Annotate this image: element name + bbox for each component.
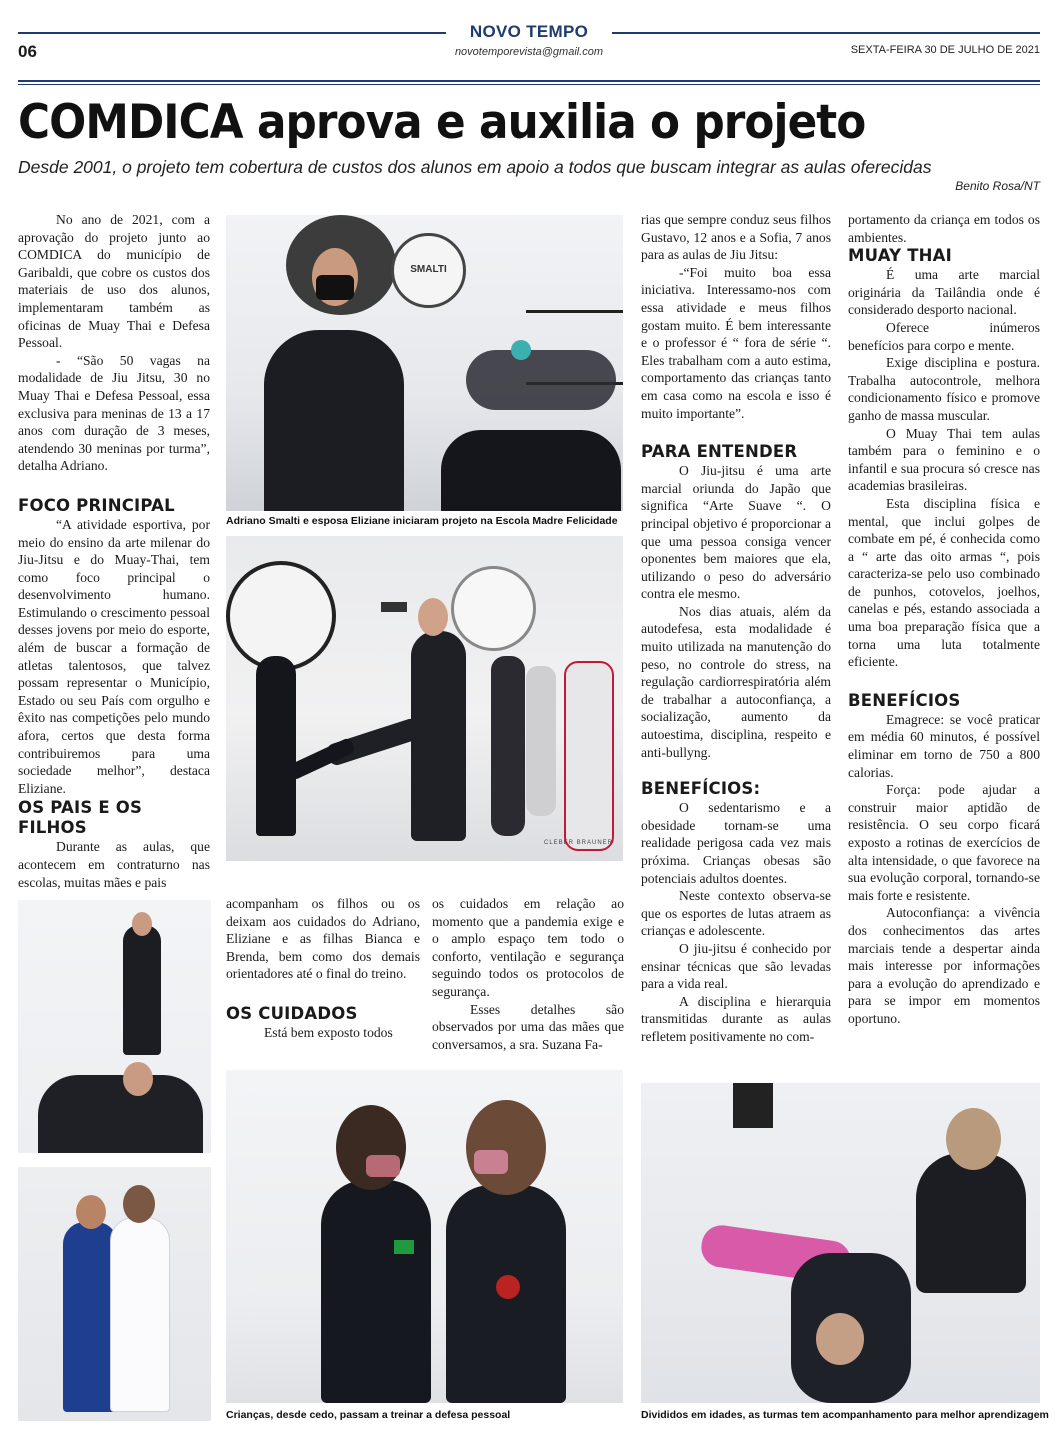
paragraph: Esta disciplina física e mental, que inclui golpes de combate em pé, é conhecida como a “ arte das oito armas “, pois caracteriza-se pelo uso combinado de punhos, cotovelos, joelhos, canelas e pés, estando associada a uma boa preparação física que a torna uma luta totalmente eficiente. [848,495,1040,670]
section-heading-beneficios: BENEFÍCIOS: [641,779,761,799]
section-heading-beneficios-muay: BENEFÍCIOS [848,690,961,710]
wall-logo-text: SMALTI [410,264,447,275]
caption-kids-floor: Divididos em idades, as turmas tem acompanhamento para melhor aprendizagem [641,1409,1049,1421]
instructor-mask [316,275,354,300]
paragraph: - “São 50 vagas na modalidade de Jiu Jitsu, 30 no Muay Thai e Defesa Pessoal, essa exclusiva para meninas de 13 a 17 anos com duração de 3 meses, atendendo 30 meninas por turma”, detalha Adriano. [18,352,210,474]
paragraph: A disciplina e hierarquia transmitidas durante as aulas refletem positivamente no com- [641,993,831,1044]
paragraph: Força: pode ajudar a construir maior aptidão de resistência. O seu corpo ficará exposto a rotinas de exercícios de alta intensidade, o que favorece na sua evolução corporal, tornando-se mais forte e resistente. [848,782,1040,903]
photo-kick-training [226,536,623,861]
paragraph: -“Foi muito boa essa iniciativa. Interessamo-nos com essa atividade e meus filhos gostam muito. É bem interessante e o professor é “ fora de série “. Eles trabalham com a auto estima, comportamento das crianças tanto em casa como na escola e isso é muito importante”. [641,264,831,421]
students-front [441,430,621,511]
newspaper-email: novotemporevista@gmail.com [454,46,604,58]
paragraph: rias que sempre conduz seus filhos Gustavo, 12 anos e a Sofia, 7 anos para as aulas de Jiu Jitsu: [641,212,831,263]
instructor-body [264,330,404,511]
child-kicking [256,656,296,836]
header-rule [18,80,1040,82]
child-lying-head [816,1313,864,1365]
paragraph: Durante as aulas, que acontecem em contraturno nas escolas, muitas mães e pais [18,839,210,890]
girl-left-head [336,1105,406,1190]
student-purple [511,340,531,360]
photo-mother-child [18,900,211,1153]
paragraph: É uma arte marcial originária da Tailândia onde é considerado desporto nacional. [848,267,1040,318]
column-3 [432,895,624,1053]
woman-head [132,912,152,936]
paragraph: portamento da criança em todos os ambientes. [848,212,1040,245]
wall-logo-e [226,561,336,671]
paragraph: acompanham os filhos ou os deixam aos cuidados do Adriano, Eliziane e as filhas Bianca e Brenda, bem como dos demais orientadores até o final do treino. [226,896,420,982]
caption-instructor: Adriano Smalti e esposa Eliziane iniciaram projeto na Escola Madre Felicidade [226,515,618,527]
paragraph: Nos dias atuais, além da autodefesa, esta modalidade é muito utilizada na manutenção do peso, no controle do stress, na regulação cardiorrespiratória além de trabalhar a autoconfiança, a socialização, aumento da autoestima, disciplina, respeito e anti-bullyng. [641,603,831,760]
article-byline: Benito Rosa/NT [955,179,1040,193]
column-1 [18,211,210,891]
patch-red [496,1275,520,1299]
instructor-head-2 [418,598,448,636]
page-number: 06 [18,42,37,61]
paragraph: O sedentarismo e a obesidade tornam-se uma realidade perigosa cada vez mais próxima. Crianças obesas são potenciais adultos doentes. [641,800,831,886]
girl-left-mask [366,1155,400,1177]
paragraph: Esses detalhes são observados por uma das mães que conversamos, a sra. Suzana Fa- [432,1001,624,1052]
child-line-2 [526,666,556,816]
photo-instructor [226,215,623,511]
girl-right-mask [474,1150,508,1174]
adult-legs [733,1083,773,1128]
caption-girls: Crianças, desde cedo, passam a treinar a defesa pessoal [226,1409,511,1421]
girl-kneeling [916,1153,1026,1293]
section-heading-pais: OS PAIS E OS FILHOS [18,798,143,838]
photographer-watermark: CLEBER BRAUNER [544,840,614,846]
photo-two-boys [18,1167,211,1421]
paragraph: O jiu-jitsu é conhecido por ensinar técnicas que são levadas para a vida real. [641,940,831,992]
paragraph: Neste contexto observa-se que os esportes de lutas atraem as crianças e adolescente. [641,888,831,939]
paragraph: No ano de 2021, com a aprovação do projeto junto ao COMDICA do município de Garibaldi, que cobre os custos dos materiais de uso dos alunos, implementaram também as oficinas de Muay Thai e Defesa Pessoal. [18,212,210,351]
paragraph: Exige disciplina e postura. Trabalha autocontrole, melhora condicionamento físico e promove ganho de massa muscular. [848,355,1040,423]
paragraph: O Jiu-jitsu é uma arte marcial oriunda do Japão que significa “Arte Suave “. O principal objetivo é proporcionar a que uma pessoa consiga vencer oponentes bem maiores que ela, utilizando o peso do adversário contra ele mesmo. [641,463,831,602]
article-subhead: Desde 2001, o projeto tem cobertura de custos dos alunos em apoio a todos que buscam integrar as aulas oferecidas [18,157,932,177]
man-kneeling [38,1075,203,1153]
girl-right-head [466,1100,546,1195]
child-line-1 [491,656,525,836]
page-date: SEXTA-FEIRA 30 DE JULHO DE 2021 [850,44,1040,56]
man-head [123,1062,153,1096]
paragraph: “A atividade esportiva, por meio do ensino da arte milenar do Jiu-Jitsu e do Muay-Thai, tem como foco principal o desenvolvimento humano. Estimulando o crescimento pessoal desses jovens por meio do esporte, além de buscar a formação de atletas talentosos, que talvez possam representar o Município, Estado ou seu País com orgulho e êxito nas competições pelo mundo afora, certos que desta forma contribuiremos para uma sociedade melhor”, destaca Eliziane. [18,516,210,796]
boy-white-head [123,1185,155,1223]
photo-girls-defense [226,1070,623,1403]
section-heading-muay-thai: MUAY THAI [848,246,952,266]
section-heading-foco: FOCO PRINCIPAL [18,495,175,515]
boy-blue-head [76,1195,106,1229]
section-heading-entender: PARA ENTENDER [641,442,798,462]
paragraph: Autoconfiança: a vivência dos conhecimentos das artes marciais tende a despertar ainda mais interesse por informações para a evolução do aprendizado e para se impor em momentos oportuno. [848,905,1040,1026]
brazil-patch [394,1240,414,1254]
column-4 [641,211,831,1046]
newspaper-title: NOVO TEMPO [469,22,589,41]
girl-kneeling-head [946,1108,1001,1170]
paragraph: Emagrece: se você praticar em média 60 minutos, é possível eliminar em torno de 750 a 800 calorias. [848,711,1040,780]
paragraph: os cuidados em relação ao momento que a pandemia exige e o amplo espaço tem todo o conforto, ventilação e segurança seguindo todos os protocolos de segurança. [432,896,624,999]
scoreboard [381,602,407,612]
boy-white-gi [110,1217,170,1412]
wall-logo-smalti-2 [451,566,536,651]
paragraph: Oferece inúmeros benefícios para corpo e mente. [848,319,1040,353]
students-group [466,350,616,410]
woman-standing [123,925,161,1055]
column-5 [848,211,1040,1028]
paragraph: O Muay Thai tem aulas também para o feminino e o infantil e sua procura só cresce nas academias brasileiras. [848,425,1040,494]
article-headline: COMDICA aprova e auxilia o projeto [18,95,866,150]
column-2 [226,895,420,1042]
girl-left [321,1180,431,1403]
section-heading-cuidados: OS CUIDADOS [226,1003,358,1023]
child-line-3 [564,661,614,851]
header-rule-thin [18,84,1040,85]
paragraph: Está bem exposto todos [264,1024,393,1040]
photo-kids-floor [641,1083,1040,1403]
